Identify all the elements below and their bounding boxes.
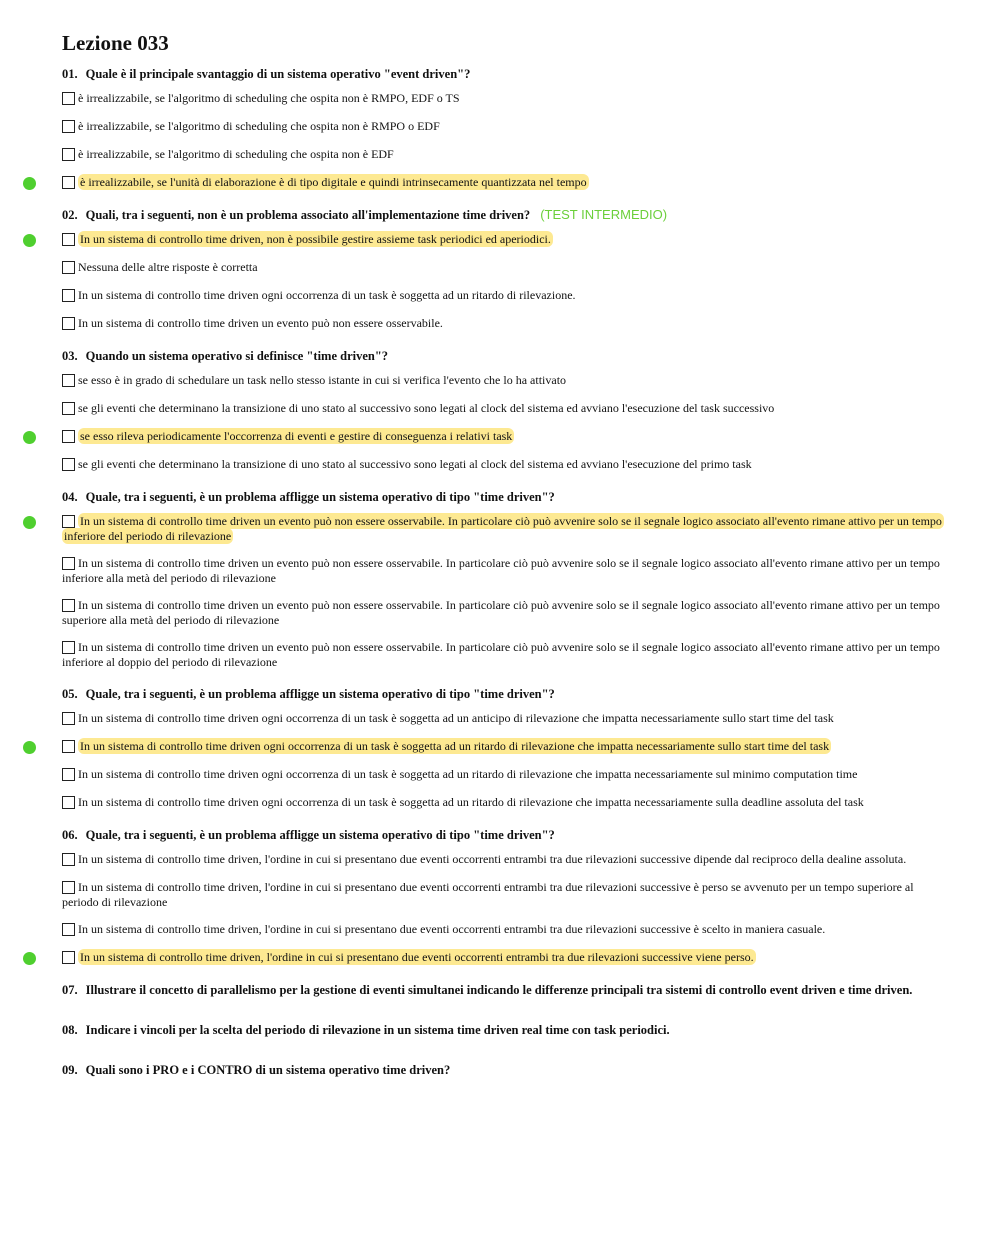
answer-option bbox=[62, 147, 942, 163]
question-text: Quando un sistema operativo si definisce "time driven"? bbox=[85, 349, 389, 363]
question-block bbox=[62, 66, 942, 191]
question-number: 01. bbox=[62, 67, 78, 81]
open-question-list bbox=[62, 982, 942, 1078]
checkbox-icon[interactable] bbox=[62, 374, 75, 387]
correct-marker-dot-icon bbox=[23, 952, 36, 965]
checkbox-icon[interactable] bbox=[62, 233, 75, 246]
question-title bbox=[62, 66, 942, 82]
answer-text: In un sistema di controllo time driven un evento può non essere osservabile. In particolare ciò può avvenire solo se il segnale logico associato all'evento rimane attivo per un tempo inferiore alla metà del periodo di rilevazione bbox=[62, 556, 940, 585]
question-text: Quale, tra i seguenti, è un problema affligge un sistema operativo di tipo "time driven"? bbox=[85, 687, 555, 701]
answer-text: In un sistema di controllo time driven ogni occorrenza di un task è soggetta ad un ritardo di rilevazione che impatta necessariamente sullo start time del task bbox=[80, 739, 830, 753]
answer-option bbox=[62, 640, 942, 670]
question-number: 06. bbox=[62, 828, 78, 842]
answer-option bbox=[62, 711, 942, 727]
checkbox-icon[interactable] bbox=[62, 402, 75, 415]
answer-text: In un sistema di controllo time driven, l'ordine in cui si presentano due eventi occorrenti entrambi tra due rilevazioni successive dipende dal reciproco della dealine assoluta. bbox=[78, 852, 907, 866]
question-title bbox=[62, 1022, 942, 1038]
answer-text: se esso rileva periodicamente l'occorrenza di eventi e gestire di conseguenza i relativi task bbox=[80, 429, 513, 443]
answer-text: In un sistema di controllo time driven, non è possibile gestire assieme task periodici ed aperiodici. bbox=[80, 232, 551, 246]
checkbox-icon[interactable] bbox=[62, 599, 75, 612]
question-text: Quale, tra i seguenti, è un problema affligge un sistema operativo di tipo "time driven"? bbox=[85, 490, 555, 504]
answer-text: In un sistema di controllo time driven ogni occorrenza di un task è soggetta ad un ritardo di rilevazione. bbox=[78, 288, 576, 302]
answer-options bbox=[62, 711, 942, 811]
question-text: Illustrare il concetto di parallelismo per la gestione di eventi simultanei indicando le differenze principali tra sistemi di controllo event driven e time driven. bbox=[85, 983, 913, 997]
checkbox-icon[interactable] bbox=[62, 768, 75, 781]
checkbox-icon[interactable] bbox=[62, 853, 75, 866]
question-number: 02. bbox=[62, 208, 78, 222]
answer-options bbox=[62, 232, 942, 332]
checkbox-icon[interactable] bbox=[62, 317, 75, 330]
answer-text: In un sistema di controllo time driven un evento può non essere osservabile. In particolare ciò può avvenire solo se il segnale logico associato all'evento rimane attivo per un tempo superiore alla metà del periodo di rilevazione bbox=[62, 598, 940, 627]
checkbox-icon[interactable] bbox=[62, 557, 75, 570]
answer-option-correct bbox=[62, 232, 942, 248]
question-title bbox=[62, 207, 942, 223]
checkbox-icon[interactable] bbox=[62, 289, 75, 302]
answer-options bbox=[62, 373, 942, 473]
document-page bbox=[62, 30, 942, 1102]
answer-options bbox=[62, 852, 942, 966]
checkbox-icon[interactable] bbox=[62, 148, 75, 161]
answer-option bbox=[62, 373, 942, 389]
question-number: 07. bbox=[62, 983, 78, 997]
answer-text: In un sistema di controllo time driven ogni occorrenza di un task è soggetta ad un anticipo di rilevazione che impatta necessariamente sullo start time del task bbox=[78, 711, 834, 725]
correct-marker-dot-icon bbox=[23, 234, 36, 247]
answer-option bbox=[62, 260, 942, 276]
answer-option bbox=[62, 91, 942, 107]
question-number: 04. bbox=[62, 490, 78, 504]
answer-option-correct bbox=[62, 514, 942, 544]
checkbox-icon[interactable] bbox=[62, 92, 75, 105]
correct-marker-dot-icon bbox=[23, 516, 36, 529]
answer-option-correct bbox=[62, 175, 942, 191]
checkbox-icon[interactable] bbox=[62, 881, 75, 894]
question-block bbox=[62, 207, 942, 332]
question-text: Quale, tra i seguenti, è un problema affligge un sistema operativo di tipo "time driven"? bbox=[85, 828, 555, 842]
answer-text: In un sistema di controllo time driven, l'ordine in cui si presentano due eventi occorrenti entrambi tra due rilevazioni successive viene perso. bbox=[80, 950, 754, 964]
question-block bbox=[62, 827, 942, 966]
answer-text: In un sistema di controllo time driven un evento può non essere osservabile. In particolare ciò può avvenire solo se il segnale logico associato all'evento rimane attivo per un tempo inferiore del periodo di rilevazione bbox=[64, 514, 942, 543]
answer-text: se esso è in grado di schedulare un task nello stesso istante in cui si verifica l'evento che lo ha attivato bbox=[78, 373, 567, 387]
answer-text: è irrealizzabile, se l'algoritmo di scheduling che ospita non è EDF bbox=[78, 147, 394, 161]
question-title bbox=[62, 1062, 942, 1078]
checkbox-icon[interactable] bbox=[62, 641, 75, 654]
answer-option bbox=[62, 457, 942, 473]
answer-text: In un sistema di controllo time driven un evento può non essere osservabile. bbox=[78, 316, 443, 330]
question-list bbox=[62, 66, 942, 966]
answer-option bbox=[62, 119, 942, 135]
answer-option bbox=[62, 922, 942, 938]
answer-option bbox=[62, 880, 942, 910]
answer-text: è irrealizzabile, se l'algoritmo di scheduling che ospita non è RMPO o EDF bbox=[78, 119, 440, 133]
answer-text: In un sistema di controllo time driven un evento può non essere osservabile. In particolare ciò può avvenire solo se il segnale logico associato all'evento rimane attivo per un tempo inferiore al doppio del periodo di rilevazione bbox=[62, 640, 940, 669]
open-question-block bbox=[62, 1022, 942, 1038]
question-number: 03. bbox=[62, 349, 78, 363]
answer-option bbox=[62, 401, 942, 417]
checkbox-icon[interactable] bbox=[62, 951, 75, 964]
answer-text: In un sistema di controllo time driven, l'ordine in cui si presentano due eventi occorrenti entrambi tra due rilevazioni successive è scelto in maniera casuale. bbox=[78, 922, 826, 936]
answer-option bbox=[62, 316, 942, 332]
answer-option bbox=[62, 852, 942, 868]
open-question-block bbox=[62, 1062, 942, 1078]
question-title bbox=[62, 686, 942, 702]
checkbox-icon[interactable] bbox=[62, 176, 75, 189]
question-text: Quali, tra i seguenti, non è un problema associato all'implementazione time driven? bbox=[85, 208, 531, 222]
checkbox-icon[interactable] bbox=[62, 120, 75, 133]
question-title bbox=[62, 982, 942, 998]
question-number: 05. bbox=[62, 687, 78, 701]
checkbox-icon[interactable] bbox=[62, 261, 75, 274]
answer-option bbox=[62, 795, 942, 811]
question-text: Quali sono i PRO e i CONTRO di un sistema operativo time driven? bbox=[85, 1063, 451, 1077]
checkbox-icon[interactable] bbox=[62, 923, 75, 936]
answer-option-correct bbox=[62, 739, 942, 755]
checkbox-icon[interactable] bbox=[62, 515, 75, 528]
answer-option bbox=[62, 767, 942, 783]
question-block bbox=[62, 686, 942, 811]
question-text: Indicare i vincoli per la scelta del periodo di rilevazione in un sistema time driven real time con task periodici. bbox=[85, 1023, 670, 1037]
question-text: Quale è il principale svantaggio di un sistema operativo "event driven"? bbox=[85, 67, 471, 81]
answer-options bbox=[62, 91, 942, 191]
answer-text: In un sistema di controllo time driven ogni occorrenza di un task è soggetta ad un ritardo di rilevazione che impatta necessariamente sulla deadline assoluta del task bbox=[78, 795, 864, 809]
answer-option-correct bbox=[62, 429, 942, 445]
correct-marker-dot-icon bbox=[23, 431, 36, 444]
answer-text: è irrealizzabile, se l'algoritmo di scheduling che ospita non è RMPO, EDF o TS bbox=[78, 91, 460, 105]
answer-text: se gli eventi che determinano la transizione di uno stato al successivo sono legati al clock del sistema ed avviano l'esecuzione del task successivo bbox=[78, 401, 775, 415]
lesson-title: Lezione 033 bbox=[62, 31, 169, 55]
question-block bbox=[62, 348, 942, 473]
question-title bbox=[62, 348, 942, 364]
answer-option bbox=[62, 556, 942, 586]
question-title bbox=[62, 827, 942, 843]
question-number: 08. bbox=[62, 1023, 78, 1037]
question-tag: (TEST INTERMEDIO) bbox=[540, 207, 668, 222]
answer-text: Nessuna delle altre risposte è corretta bbox=[78, 260, 258, 274]
correct-marker-dot-icon bbox=[23, 177, 36, 190]
question-title bbox=[62, 489, 942, 505]
correct-marker-dot-icon bbox=[23, 741, 36, 754]
answer-text: se gli eventi che determinano la transizione di uno stato al successivo sono legati al clock del sistema ed avviano l'esecuzione del primo task bbox=[78, 457, 752, 471]
answer-option bbox=[62, 288, 942, 304]
answer-option-correct bbox=[62, 950, 942, 966]
answer-text: è irrealizzabile, se l'unità di elaborazione è di tipo digitale e quindi intrinsecamente quantizzata nel tempo bbox=[80, 175, 587, 189]
answer-text: In un sistema di controllo time driven, l'ordine in cui si presentano due eventi occorrenti entrambi tra due rilevazioni successive è perso se avvenuto per un tempo superiore al periodo di rilevazione bbox=[62, 880, 914, 909]
question-block bbox=[62, 489, 942, 670]
checkbox-icon[interactable] bbox=[62, 796, 75, 809]
answer-text: In un sistema di controllo time driven ogni occorrenza di un task è soggetta ad un ritardo di rilevazione che impatta necessariamente sul minimo computation time bbox=[78, 767, 858, 781]
checkbox-icon[interactable] bbox=[62, 712, 75, 725]
question-number: 09. bbox=[62, 1063, 78, 1077]
open-question-block bbox=[62, 982, 942, 998]
answer-option bbox=[62, 598, 942, 628]
checkbox-icon[interactable] bbox=[62, 740, 75, 753]
checkbox-icon[interactable] bbox=[62, 430, 75, 443]
checkbox-icon[interactable] bbox=[62, 458, 75, 471]
answer-options bbox=[62, 514, 942, 670]
